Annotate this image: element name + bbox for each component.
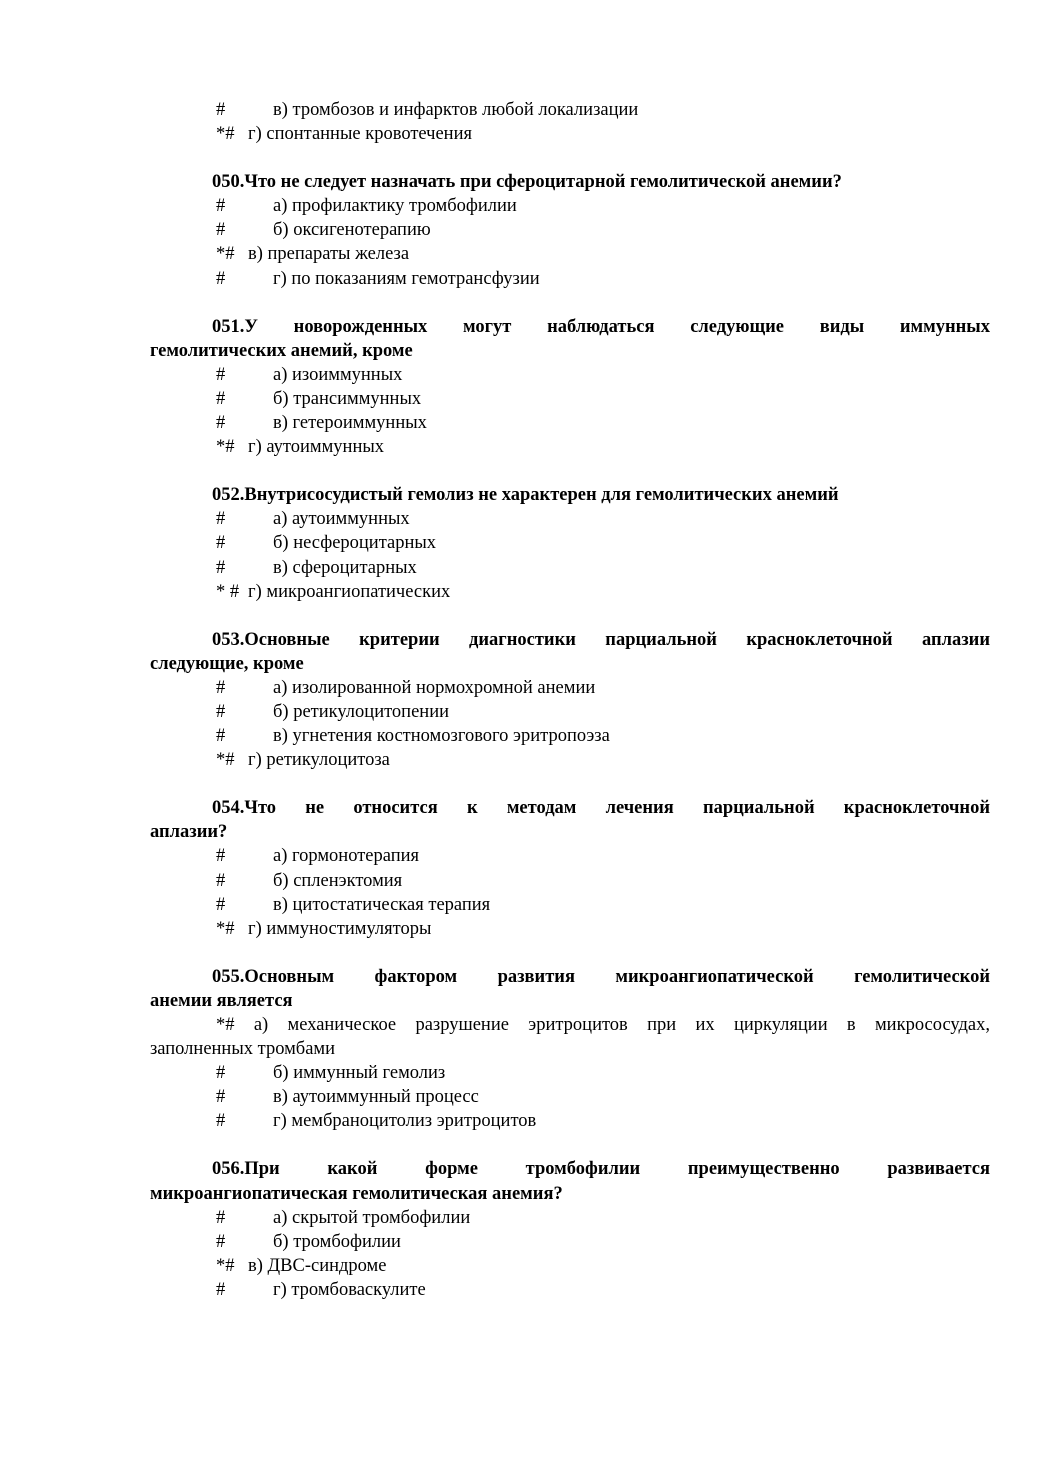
answer-marker: # bbox=[216, 557, 226, 578]
question-055 bbox=[150, 965, 990, 1013]
answer-marker: *# bbox=[216, 918, 235, 939]
question-050 bbox=[150, 170, 990, 194]
answer-marker: # bbox=[216, 1279, 226, 1300]
answer-text: б) иммунный гемолиз bbox=[273, 1063, 446, 1084]
answer-text: а) профилактику тромбофилии bbox=[273, 196, 517, 217]
answer-marker: # bbox=[216, 1207, 226, 1228]
question-052 bbox=[150, 483, 990, 507]
question-title-cont: микроангиопатическая гемолитическая анемия? bbox=[150, 1183, 563, 1204]
answer-text: б) оксигенотерапию bbox=[273, 220, 431, 241]
question-title: 052.Внутрисосудистый гемолиз не характерен для гемолитических анемий bbox=[212, 485, 839, 506]
answer-option bbox=[150, 700, 990, 724]
answer-text: в) ДВС-синдроме bbox=[248, 1255, 387, 1276]
answer-marker: # bbox=[216, 894, 226, 915]
question-title-cont: аплазии? bbox=[150, 822, 228, 843]
answer-option bbox=[150, 676, 990, 700]
answer-option bbox=[150, 194, 990, 218]
answer-option bbox=[150, 1085, 990, 1109]
answer-option bbox=[150, 363, 990, 387]
question-title: 054.Что не относится к методам лечения парциальной красноклеточной bbox=[212, 798, 990, 819]
answer-option bbox=[150, 267, 990, 291]
answer-text: г) тромбоваскулите bbox=[273, 1279, 426, 1300]
answer-marker: # bbox=[216, 268, 226, 289]
answer-text: а) изоиммунных bbox=[273, 364, 403, 385]
answer-marker: *# bbox=[216, 1255, 235, 1276]
answer-marker: # bbox=[216, 220, 226, 241]
answer-text: а) изолированной нормохромной анемии bbox=[273, 677, 596, 698]
answer-marker: # bbox=[216, 196, 226, 217]
answer-marker: # bbox=[216, 533, 226, 554]
answer-marker: # bbox=[216, 364, 226, 385]
answer-text: а) аутоиммунных bbox=[273, 509, 410, 530]
answer-marker: # bbox=[216, 1111, 226, 1132]
answer-text: б) ретикулоцитопении bbox=[273, 701, 449, 722]
answer-text: а) скрытой тромбофилии bbox=[273, 1207, 471, 1228]
question-title: 050.Что не следует назначать при сфероцитарной гемолитической анемии? bbox=[212, 172, 842, 193]
answer-text: в) цитостатическая терапия bbox=[273, 894, 491, 915]
question-title-cont: анемии является bbox=[150, 990, 293, 1011]
answer-option-correct bbox=[150, 1013, 990, 1061]
answer-text: б) трансиммунных bbox=[273, 388, 422, 409]
answer-option bbox=[150, 1061, 990, 1085]
answer-marker: *# bbox=[216, 1015, 235, 1035]
answer-text: б) спленэктомия bbox=[273, 870, 403, 891]
answer-text: в) аутоиммунный процесс bbox=[273, 1087, 479, 1108]
document-page bbox=[150, 98, 990, 1302]
answer-option bbox=[150, 893, 990, 917]
answer-text: б) тромбофилии bbox=[273, 1231, 401, 1252]
answer-option-correct bbox=[150, 242, 990, 266]
answer-option-correct bbox=[150, 122, 990, 146]
answer-text: в) тромбозов и инфарктов любой локализации bbox=[273, 100, 639, 120]
answer-option-correct bbox=[150, 435, 990, 459]
answer-text: а) механическое разрушение эритроцитов при их циркуляции в микрососудах, bbox=[253, 1015, 990, 1035]
answer-text: в) сфероцитарных bbox=[273, 557, 417, 578]
answer-text: г) мембраноцитолиз эритроцитов bbox=[273, 1111, 537, 1132]
answer-marker: # bbox=[216, 870, 226, 891]
question-053 bbox=[150, 628, 990, 676]
answer-marker: # bbox=[216, 388, 226, 409]
answer-option-correct bbox=[150, 580, 990, 604]
answer-option bbox=[150, 531, 990, 555]
answer-marker: # bbox=[216, 701, 226, 722]
question-title: 055.Основным фактором развития микроангиопатической гемолитической bbox=[212, 966, 990, 987]
answer-option bbox=[150, 1109, 990, 1133]
answer-option bbox=[150, 1230, 990, 1254]
answer-marker: # bbox=[216, 846, 226, 867]
answer-marker: * # bbox=[216, 581, 240, 602]
answer-marker: *# bbox=[216, 750, 235, 771]
answer-text: а) гормонотерапия bbox=[273, 846, 420, 867]
answer-option bbox=[150, 98, 990, 122]
answer-option bbox=[150, 507, 990, 531]
answer-option bbox=[150, 411, 990, 435]
answer-marker: *# bbox=[216, 124, 235, 145]
answer-option-correct bbox=[150, 917, 990, 941]
answer-text: в) препараты железа bbox=[248, 244, 410, 265]
answer-marker: # bbox=[216, 1063, 226, 1084]
answer-option bbox=[150, 218, 990, 242]
answer-text-cont: заполненных тромбами bbox=[150, 1039, 336, 1060]
answer-marker: *# bbox=[216, 437, 235, 458]
question-056 bbox=[150, 1157, 990, 1205]
answer-text: г) аутоиммунных bbox=[248, 437, 385, 458]
question-title: 051.У новорожденных могут наблюдаться следующие виды иммунных bbox=[212, 316, 990, 337]
question-title-cont: гемолитических анемий, кроме bbox=[150, 340, 413, 361]
answer-text: г) ретикулоцитоза bbox=[248, 750, 390, 771]
answer-option bbox=[150, 844, 990, 868]
answer-option bbox=[150, 387, 990, 411]
answer-marker: # bbox=[216, 677, 226, 698]
answer-option bbox=[150, 556, 990, 580]
question-title: 053.Основные критерии диагностики парциальной красноклеточной аплазии bbox=[212, 629, 990, 650]
answer-option-correct bbox=[150, 1254, 990, 1278]
answer-marker: # bbox=[216, 413, 226, 434]
answer-text: в) гетероиммунных bbox=[273, 413, 427, 434]
answer-text: в) угнетения костномозгового эритропоэза bbox=[273, 726, 610, 747]
answer-option bbox=[150, 724, 990, 748]
answer-option bbox=[150, 869, 990, 893]
answer-option-correct bbox=[150, 748, 990, 772]
answer-option bbox=[150, 1206, 990, 1230]
answer-text: г) микроангиопатических bbox=[248, 581, 451, 602]
question-title-cont: следующие, кроме bbox=[150, 653, 304, 674]
answer-marker: # bbox=[216, 726, 226, 747]
question-title: 056.При какой форме тромбофилии преимущественно развивается bbox=[212, 1159, 990, 1180]
answer-text: г) по показаниям гемотрансфузии bbox=[273, 268, 540, 289]
answer-marker: # bbox=[216, 509, 226, 530]
answer-marker: # bbox=[216, 1087, 226, 1108]
answer-marker: # bbox=[216, 1231, 226, 1252]
question-051 bbox=[150, 315, 990, 363]
answer-text: г) иммуностимуляторы bbox=[248, 918, 432, 939]
answer-marker: # bbox=[216, 100, 226, 120]
question-054 bbox=[150, 796, 990, 844]
answer-text: б) несфероцитарных bbox=[273, 533, 437, 554]
answer-marker: *# bbox=[216, 244, 235, 265]
answer-text: г) спонтанные кровотечения bbox=[248, 124, 472, 145]
answer-text-line bbox=[150, 1013, 990, 1037]
answer-option bbox=[150, 1278, 990, 1302]
